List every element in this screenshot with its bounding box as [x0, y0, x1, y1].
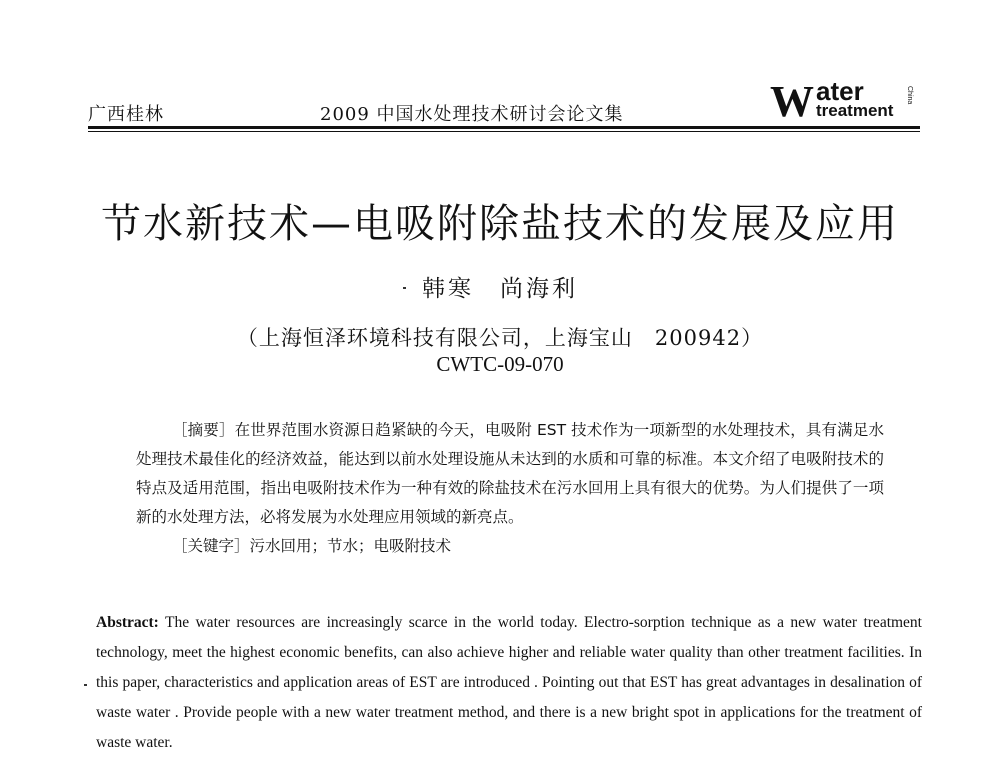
- paper-affiliation: （上海恒泽环境科技有限公司，上海宝山 200942）: [236, 326, 764, 350]
- logo-side-text: China: [906, 86, 913, 105]
- header-proceedings: 2009 中国水处理技术研讨会论文集: [320, 104, 624, 125]
- header-rule-thin: [88, 131, 920, 132]
- scan-speck: [84, 684, 87, 686]
- header-rule-thick: [88, 126, 920, 129]
- english-abstract-label: Abstract:: [96, 614, 159, 631]
- journal-logo: [770, 78, 920, 124]
- keywords-text: 污水回用；节水；电吸附技术: [249, 537, 452, 555]
- paper-title: 节水新技术—电吸附除盐技术的发展及应用: [101, 201, 899, 247]
- english-abstract: [96, 608, 922, 758]
- logo-word-bottom: treatment: [816, 101, 894, 120]
- logo-word-top: ater: [816, 76, 864, 106]
- chinese-keywords: [136, 532, 884, 561]
- paper-authors: 韩寒 尚海利: [422, 276, 578, 302]
- chinese-abstract-paragraph: [136, 416, 884, 532]
- paper-code: CWTC-09-070: [436, 352, 564, 376]
- english-abstract-text: The water resources are increasingly scarce in the world today. Electro-sorption technique as a new water treatment technology, meet the highest economic benefits, can also achieve higher and reliable water quality than other treatment facilities. In this paper, characteristics and application areas of EST are introduced . Pointing out that EST has great advantages in desalination of waste water . Provide people with a new water treatment method, and there is a new bright spot in applications for the treatment of waste water.: [96, 614, 922, 751]
- logo-mark: W: [770, 77, 808, 126]
- chinese-abstract-text: 在世界范围水资源日趋紧缺的今天，电吸附 EST 技术作为一项新型的水处理技术，具有满足水处理技术最佳化的经济效益，能达到以前水处理设施从未达到的水质和可靠的标准。本文介绍了电吸附技术的特点及适用范围，指出电吸附技术作为一种有效的除盐技术在污水回用上具有很大的优势。为人们提供了一项新的水处理方法，必将发展为水处理应用领域的新亮点。: [136, 421, 884, 526]
- scan-speck: [403, 287, 406, 289]
- chinese-abstract: [136, 416, 884, 561]
- header-location: 广西桂林: [88, 104, 164, 125]
- keywords-label: ［关键字］: [172, 537, 250, 555]
- chinese-abstract-label: ［摘要］: [172, 421, 235, 439]
